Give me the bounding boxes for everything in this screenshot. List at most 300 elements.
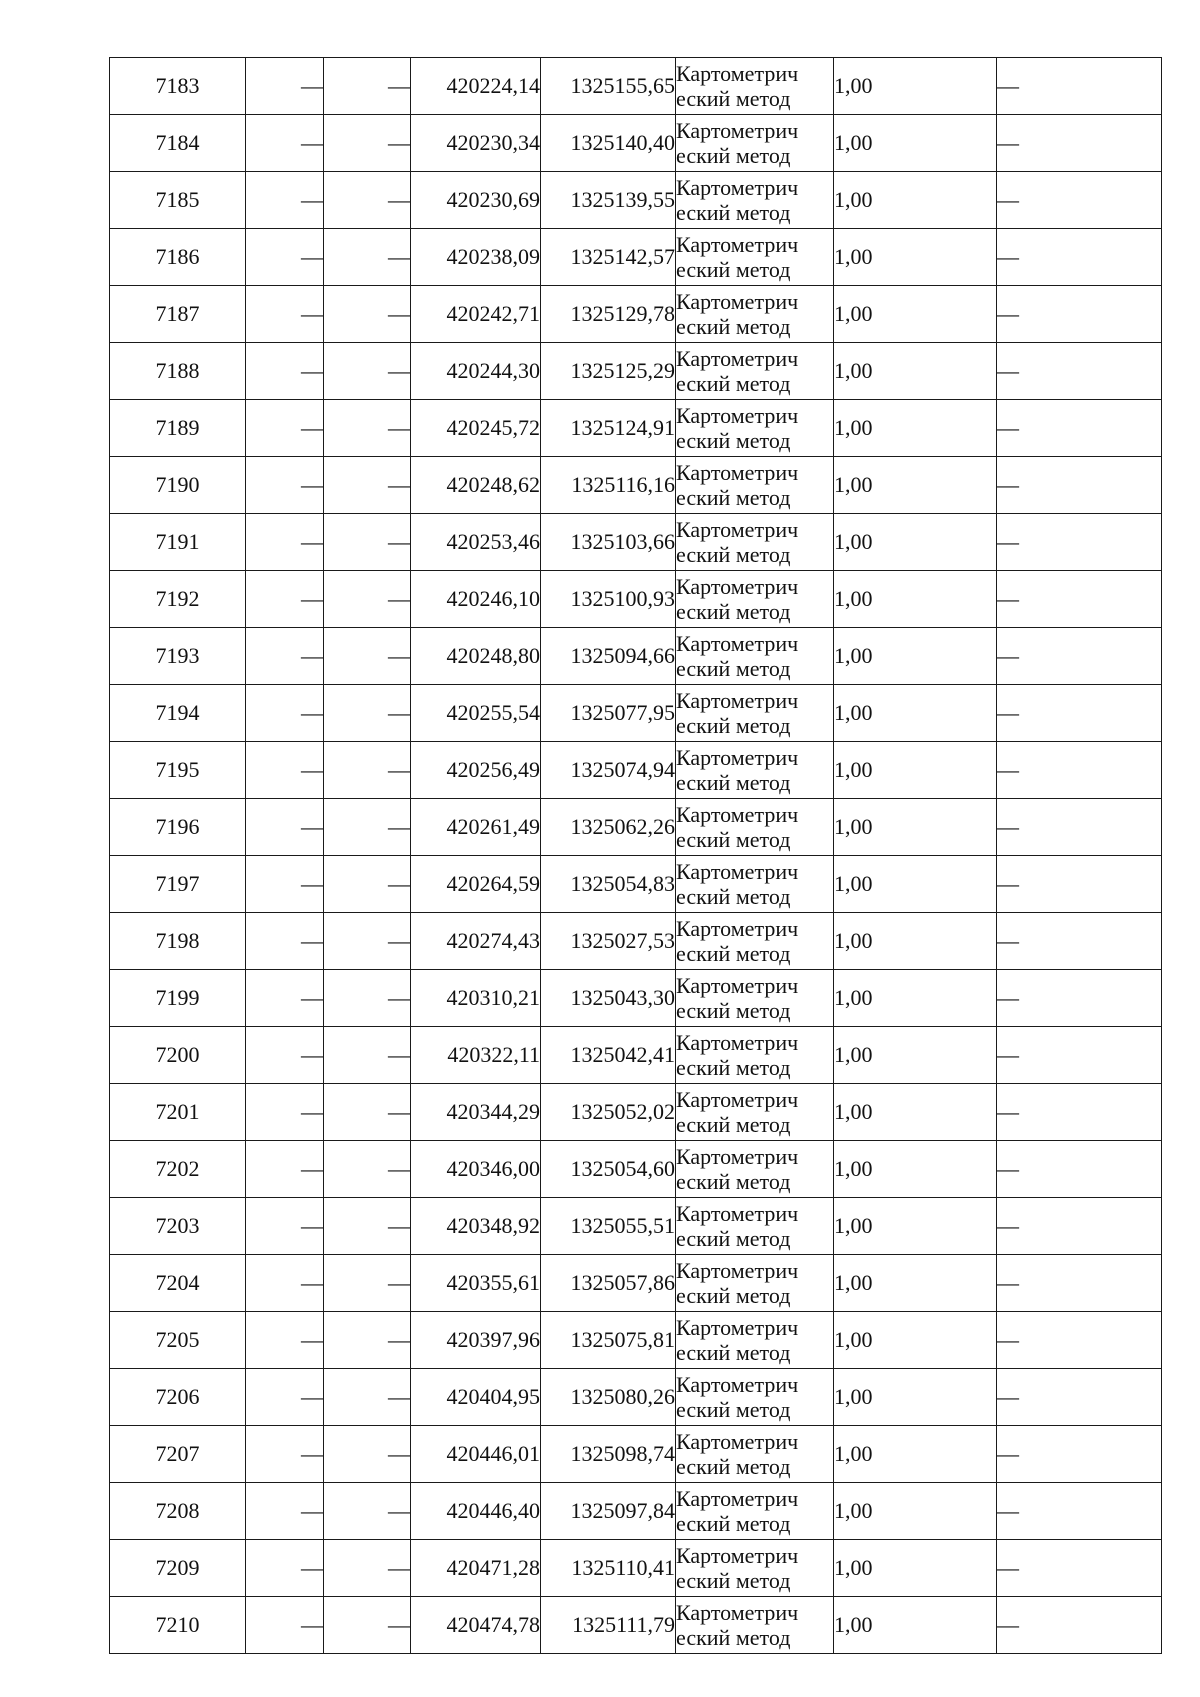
- x-coordinate-cell: 420230,34: [411, 115, 541, 172]
- old-y-cell: —: [324, 856, 411, 913]
- table-row: [110, 856, 1162, 913]
- method-text-line1: Картометрич: [676, 289, 799, 314]
- method-text-line2: еский метод: [676, 1340, 791, 1365]
- old-y-cell: —: [324, 742, 411, 799]
- method-text-line2: еский метод: [676, 656, 791, 681]
- table-row: [110, 1597, 1162, 1654]
- method-text-line2: еский метод: [676, 1454, 791, 1479]
- note-cell: —: [997, 1141, 1162, 1198]
- old-x-cell: —: [246, 400, 324, 457]
- accuracy-cell: 1,00: [834, 58, 997, 115]
- old-y-cell: —: [324, 970, 411, 1027]
- x-coordinate-cell: 420253,46: [411, 514, 541, 571]
- old-y-cell: —: [324, 1141, 411, 1198]
- note-cell: —: [997, 571, 1162, 628]
- x-coordinate-cell: 420348,92: [411, 1198, 541, 1255]
- x-coordinate-cell: 420274,43: [411, 913, 541, 970]
- point-number-cell: 7191: [110, 514, 246, 571]
- y-coordinate-cell: 1325124,91: [541, 400, 676, 457]
- note-cell: —: [997, 457, 1162, 514]
- table-row: [110, 286, 1162, 343]
- y-coordinate-cell: 1325027,53: [541, 913, 676, 970]
- note-cell: —: [997, 1597, 1162, 1654]
- table-row: [110, 457, 1162, 514]
- old-y-cell: —: [324, 514, 411, 571]
- method-text-line2: еский метод: [676, 770, 791, 795]
- method-text-line1: Картометрич: [676, 1144, 799, 1169]
- old-x-cell: —: [246, 1027, 324, 1084]
- note-cell: —: [997, 799, 1162, 856]
- point-number-cell: 7190: [110, 457, 246, 514]
- method-text-line2: еский метод: [676, 1055, 791, 1080]
- table-row: [110, 970, 1162, 1027]
- accuracy-cell: 1,00: [834, 799, 997, 856]
- x-coordinate-cell: 420474,78: [411, 1597, 541, 1654]
- accuracy-cell: 1,00: [834, 172, 997, 229]
- note-cell: —: [997, 628, 1162, 685]
- accuracy-cell: 1,00: [834, 913, 997, 970]
- method-cell: [676, 1540, 834, 1597]
- point-number-cell: 7195: [110, 742, 246, 799]
- method-text-line1: Картометрич: [676, 1087, 799, 1112]
- point-number-cell: 7187: [110, 286, 246, 343]
- y-coordinate-cell: 1325077,95: [541, 685, 676, 742]
- note-cell: —: [997, 229, 1162, 286]
- x-coordinate-cell: 420248,80: [411, 628, 541, 685]
- method-text-line2: еский метод: [676, 884, 791, 909]
- table-row: [110, 1255, 1162, 1312]
- x-coordinate-cell: 420471,28: [411, 1540, 541, 1597]
- method-cell: [676, 457, 834, 514]
- x-coordinate-cell: 420346,00: [411, 1141, 541, 1198]
- method-cell: [676, 1141, 834, 1198]
- method-text-line1: Картометрич: [676, 1372, 799, 1397]
- method-text-line1: Картометрич: [676, 517, 799, 542]
- accuracy-cell: 1,00: [834, 286, 997, 343]
- accuracy-cell: 1,00: [834, 742, 997, 799]
- x-coordinate-cell: 420404,95: [411, 1369, 541, 1426]
- x-coordinate-cell: 420322,11: [411, 1027, 541, 1084]
- point-number-cell: 7186: [110, 229, 246, 286]
- old-x-cell: —: [246, 1597, 324, 1654]
- method-text-line2: еский метод: [676, 713, 791, 738]
- table-row: [110, 229, 1162, 286]
- method-text-line1: Картометрич: [676, 460, 799, 485]
- method-cell: [676, 1369, 834, 1426]
- table-row: [110, 742, 1162, 799]
- old-x-cell: —: [246, 286, 324, 343]
- table-row: [110, 913, 1162, 970]
- method-text-line1: Картометрич: [676, 232, 799, 257]
- method-text-line2: еский метод: [676, 1568, 791, 1593]
- method-text-line1: Картометрич: [676, 118, 799, 143]
- method-text-line2: еский метод: [676, 485, 791, 510]
- old-x-cell: —: [246, 1369, 324, 1426]
- point-number-cell: 7205: [110, 1312, 246, 1369]
- point-number-cell: 7204: [110, 1255, 246, 1312]
- accuracy-cell: 1,00: [834, 514, 997, 571]
- old-x-cell: —: [246, 1084, 324, 1141]
- accuracy-cell: 1,00: [834, 856, 997, 913]
- y-coordinate-cell: 1325094,66: [541, 628, 676, 685]
- method-text-line2: еский метод: [676, 827, 791, 852]
- accuracy-cell: 1,00: [834, 1597, 997, 1654]
- table-row: [110, 343, 1162, 400]
- old-x-cell: —: [246, 970, 324, 1027]
- accuracy-cell: 1,00: [834, 1426, 997, 1483]
- table-row: [110, 1426, 1162, 1483]
- point-number-cell: 7206: [110, 1369, 246, 1426]
- method-text-line1: Картометрич: [676, 1543, 799, 1568]
- accuracy-cell: 1,00: [834, 1141, 997, 1198]
- method-text-line1: Картометрич: [676, 1486, 799, 1511]
- y-coordinate-cell: 1325043,30: [541, 970, 676, 1027]
- method-cell: [676, 58, 834, 115]
- y-coordinate-cell: 1325042,41: [541, 1027, 676, 1084]
- x-coordinate-cell: 420224,14: [411, 58, 541, 115]
- y-coordinate-cell: 1325052,02: [541, 1084, 676, 1141]
- method-cell: [676, 742, 834, 799]
- method-text-line2: еский метод: [676, 143, 791, 168]
- table-row: [110, 1312, 1162, 1369]
- accuracy-cell: 1,00: [834, 1369, 997, 1426]
- note-cell: —: [997, 286, 1162, 343]
- method-cell: [676, 1312, 834, 1369]
- method-text-line2: еский метод: [676, 1397, 791, 1422]
- old-y-cell: —: [324, 1027, 411, 1084]
- old-y-cell: —: [324, 1255, 411, 1312]
- table-row: [110, 400, 1162, 457]
- method-text-line1: Картометрич: [676, 916, 799, 941]
- old-x-cell: —: [246, 1540, 324, 1597]
- old-y-cell: —: [324, 1198, 411, 1255]
- old-x-cell: —: [246, 1483, 324, 1540]
- x-coordinate-cell: 420264,59: [411, 856, 541, 913]
- method-text-line2: еский метод: [676, 998, 791, 1023]
- point-number-cell: 7185: [110, 172, 246, 229]
- note-cell: —: [997, 115, 1162, 172]
- y-coordinate-cell: 1325062,26: [541, 799, 676, 856]
- table-row: [110, 514, 1162, 571]
- method-text-line1: Картометрич: [676, 973, 799, 998]
- old-x-cell: —: [246, 1426, 324, 1483]
- y-coordinate-cell: 1325054,83: [541, 856, 676, 913]
- point-number-cell: 7196: [110, 799, 246, 856]
- y-coordinate-cell: 1325110,41: [541, 1540, 676, 1597]
- y-coordinate-cell: 1325140,40: [541, 115, 676, 172]
- x-coordinate-cell: 420446,40: [411, 1483, 541, 1540]
- table-row: [110, 1540, 1162, 1597]
- point-number-cell: 7201: [110, 1084, 246, 1141]
- method-text-line1: Картометрич: [676, 1429, 799, 1454]
- method-text-line2: еский метод: [676, 1169, 791, 1194]
- method-cell: [676, 1426, 834, 1483]
- y-coordinate-cell: 1325100,93: [541, 571, 676, 628]
- x-coordinate-cell: 420256,49: [411, 742, 541, 799]
- note-cell: —: [997, 685, 1162, 742]
- x-coordinate-cell: 420248,62: [411, 457, 541, 514]
- point-number-cell: 7203: [110, 1198, 246, 1255]
- note-cell: —: [997, 1084, 1162, 1141]
- old-x-cell: —: [246, 628, 324, 685]
- method-text-line2: еский метод: [676, 1511, 791, 1536]
- method-cell: [676, 1027, 834, 1084]
- accuracy-cell: 1,00: [834, 400, 997, 457]
- table-row: [110, 1198, 1162, 1255]
- old-y-cell: —: [324, 457, 411, 514]
- method-text-line2: еский метод: [676, 371, 791, 396]
- old-x-cell: —: [246, 1198, 324, 1255]
- old-y-cell: —: [324, 685, 411, 742]
- note-cell: —: [997, 1426, 1162, 1483]
- table-row: [110, 1027, 1162, 1084]
- method-text-line2: еский метод: [676, 257, 791, 282]
- y-coordinate-cell: 1325057,86: [541, 1255, 676, 1312]
- old-y-cell: —: [324, 1597, 411, 1654]
- accuracy-cell: 1,00: [834, 229, 997, 286]
- point-number-cell: 7210: [110, 1597, 246, 1654]
- method-text-line1: Картометрич: [676, 1315, 799, 1340]
- accuracy-cell: 1,00: [834, 1255, 997, 1312]
- note-cell: —: [997, 1027, 1162, 1084]
- y-coordinate-cell: 1325074,94: [541, 742, 676, 799]
- y-coordinate-cell: 1325125,29: [541, 343, 676, 400]
- y-coordinate-cell: 1325080,26: [541, 1369, 676, 1426]
- method-text-line1: Картометрич: [676, 1201, 799, 1226]
- accuracy-cell: 1,00: [834, 685, 997, 742]
- method-text-line1: Картометрич: [676, 346, 799, 371]
- old-x-cell: —: [246, 58, 324, 115]
- method-cell: [676, 1597, 834, 1654]
- note-cell: —: [997, 1483, 1162, 1540]
- old-y-cell: —: [324, 286, 411, 343]
- note-cell: —: [997, 1540, 1162, 1597]
- method-cell: [676, 799, 834, 856]
- point-number-cell: 7198: [110, 913, 246, 970]
- y-coordinate-cell: 1325129,78: [541, 286, 676, 343]
- point-number-cell: 7209: [110, 1540, 246, 1597]
- old-y-cell: —: [324, 571, 411, 628]
- point-number-cell: 7194: [110, 685, 246, 742]
- x-coordinate-cell: 420446,01: [411, 1426, 541, 1483]
- old-x-cell: —: [246, 457, 324, 514]
- method-cell: [676, 514, 834, 571]
- table-row: [110, 58, 1162, 115]
- accuracy-cell: 1,00: [834, 343, 997, 400]
- table-row: [110, 115, 1162, 172]
- table-row: [110, 172, 1162, 229]
- table-row: [110, 1141, 1162, 1198]
- x-coordinate-cell: 420242,71: [411, 286, 541, 343]
- method-text-line1: Картометрич: [676, 61, 799, 86]
- y-coordinate-cell: 1325116,16: [541, 457, 676, 514]
- method-text-line2: еский метод: [676, 1283, 791, 1308]
- old-y-cell: —: [324, 1312, 411, 1369]
- point-number-cell: 7193: [110, 628, 246, 685]
- x-coordinate-cell: 420244,30: [411, 343, 541, 400]
- method-text-line2: еский метод: [676, 542, 791, 567]
- method-cell: [676, 571, 834, 628]
- method-cell: [676, 1084, 834, 1141]
- y-coordinate-cell: 1325098,74: [541, 1426, 676, 1483]
- y-coordinate-cell: 1325155,65: [541, 58, 676, 115]
- y-coordinate-cell: 1325054,60: [541, 1141, 676, 1198]
- y-coordinate-cell: 1325142,57: [541, 229, 676, 286]
- method-text-line2: еский метод: [676, 599, 791, 624]
- note-cell: —: [997, 856, 1162, 913]
- old-x-cell: —: [246, 1255, 324, 1312]
- method-text-line1: Картометрич: [676, 802, 799, 827]
- table-row: [110, 685, 1162, 742]
- method-cell: [676, 343, 834, 400]
- old-x-cell: —: [246, 514, 324, 571]
- method-cell: [676, 1255, 834, 1312]
- old-x-cell: —: [246, 856, 324, 913]
- old-y-cell: —: [324, 913, 411, 970]
- method-cell: [676, 115, 834, 172]
- old-y-cell: —: [324, 1084, 411, 1141]
- method-cell: [676, 1198, 834, 1255]
- method-text-line1: Картометрич: [676, 403, 799, 428]
- method-cell: [676, 229, 834, 286]
- note-cell: —: [997, 742, 1162, 799]
- accuracy-cell: 1,00: [834, 1540, 997, 1597]
- accuracy-cell: 1,00: [834, 1483, 997, 1540]
- point-number-cell: 7208: [110, 1483, 246, 1540]
- y-coordinate-cell: 1325055,51: [541, 1198, 676, 1255]
- old-x-cell: —: [246, 799, 324, 856]
- method-cell: [676, 172, 834, 229]
- method-text-line1: Картометрич: [676, 631, 799, 656]
- note-cell: —: [997, 1312, 1162, 1369]
- note-cell: —: [997, 514, 1162, 571]
- old-x-cell: —: [246, 571, 324, 628]
- old-x-cell: —: [246, 229, 324, 286]
- table-row: [110, 799, 1162, 856]
- method-cell: [676, 628, 834, 685]
- old-y-cell: —: [324, 1369, 411, 1426]
- old-x-cell: —: [246, 685, 324, 742]
- accuracy-cell: 1,00: [834, 571, 997, 628]
- old-y-cell: —: [324, 343, 411, 400]
- x-coordinate-cell: 420245,72: [411, 400, 541, 457]
- method-text-line1: Картометрич: [676, 859, 799, 884]
- accuracy-cell: 1,00: [834, 1084, 997, 1141]
- method-cell: [676, 913, 834, 970]
- old-y-cell: —: [324, 1483, 411, 1540]
- method-text-line1: Картометрич: [676, 1030, 799, 1055]
- old-y-cell: —: [324, 58, 411, 115]
- x-coordinate-cell: 420230,69: [411, 172, 541, 229]
- x-coordinate-cell: 420344,29: [411, 1084, 541, 1141]
- method-cell: [676, 685, 834, 742]
- old-x-cell: —: [246, 1141, 324, 1198]
- method-text-line2: еский метод: [676, 941, 791, 966]
- table-row: [110, 1084, 1162, 1141]
- accuracy-cell: 1,00: [834, 1027, 997, 1084]
- point-number-cell: 7207: [110, 1426, 246, 1483]
- point-number-cell: 7184: [110, 115, 246, 172]
- method-text-line2: еский метод: [676, 428, 791, 453]
- note-cell: —: [997, 343, 1162, 400]
- old-y-cell: —: [324, 1540, 411, 1597]
- method-text-line1: Картометрич: [676, 175, 799, 200]
- point-number-cell: 7197: [110, 856, 246, 913]
- x-coordinate-cell: 420397,96: [411, 1312, 541, 1369]
- note-cell: —: [997, 172, 1162, 229]
- method-text-line2: еский метод: [676, 86, 791, 111]
- table-row: [110, 628, 1162, 685]
- table-row: [110, 1369, 1162, 1426]
- point-number-cell: 7183: [110, 58, 246, 115]
- note-cell: —: [997, 970, 1162, 1027]
- old-x-cell: —: [246, 343, 324, 400]
- old-y-cell: —: [324, 799, 411, 856]
- table-row: [110, 1483, 1162, 1540]
- note-cell: —: [997, 400, 1162, 457]
- method-text-line1: Картометрич: [676, 745, 799, 770]
- old-x-cell: —: [246, 913, 324, 970]
- y-coordinate-cell: 1325139,55: [541, 172, 676, 229]
- x-coordinate-cell: 420261,49: [411, 799, 541, 856]
- method-text-line2: еский метод: [676, 1226, 791, 1251]
- x-coordinate-cell: 420355,61: [411, 1255, 541, 1312]
- old-x-cell: —: [246, 115, 324, 172]
- point-number-cell: 7192: [110, 571, 246, 628]
- point-number-cell: 7199: [110, 970, 246, 1027]
- note-cell: —: [997, 913, 1162, 970]
- x-coordinate-cell: 420246,10: [411, 571, 541, 628]
- method-text-line2: еский метод: [676, 1112, 791, 1137]
- old-y-cell: —: [324, 1426, 411, 1483]
- method-text-line1: Картометрич: [676, 1258, 799, 1283]
- point-number-cell: 7200: [110, 1027, 246, 1084]
- x-coordinate-cell: 420255,54: [411, 685, 541, 742]
- method-text-line2: еский метод: [676, 1625, 791, 1650]
- accuracy-cell: 1,00: [834, 457, 997, 514]
- method-cell: [676, 970, 834, 1027]
- accuracy-cell: 1,00: [834, 1312, 997, 1369]
- accuracy-cell: 1,00: [834, 1198, 997, 1255]
- note-cell: —: [997, 1255, 1162, 1312]
- table-row: [110, 571, 1162, 628]
- coordinates-table: [109, 57, 1162, 1654]
- accuracy-cell: 1,00: [834, 970, 997, 1027]
- point-number-cell: 7188: [110, 343, 246, 400]
- accuracy-cell: 1,00: [834, 115, 997, 172]
- method-cell: [676, 1483, 834, 1540]
- point-number-cell: 7202: [110, 1141, 246, 1198]
- y-coordinate-cell: 1325103,66: [541, 514, 676, 571]
- method-text-line1: Картометрич: [676, 574, 799, 599]
- old-y-cell: —: [324, 229, 411, 286]
- method-text-line2: еский метод: [676, 314, 791, 339]
- method-text-line1: Картометрич: [676, 688, 799, 713]
- method-cell: [676, 400, 834, 457]
- y-coordinate-cell: 1325111,79: [541, 1597, 676, 1654]
- old-y-cell: —: [324, 628, 411, 685]
- point-number-cell: 7189: [110, 400, 246, 457]
- old-y-cell: —: [324, 400, 411, 457]
- x-coordinate-cell: 420238,09: [411, 229, 541, 286]
- x-coordinate-cell: 420310,21: [411, 970, 541, 1027]
- accuracy-cell: 1,00: [834, 628, 997, 685]
- method-text-line1: Картометрич: [676, 1600, 799, 1625]
- old-y-cell: —: [324, 172, 411, 229]
- old-x-cell: —: [246, 1312, 324, 1369]
- old-x-cell: —: [246, 742, 324, 799]
- y-coordinate-cell: 1325075,81: [541, 1312, 676, 1369]
